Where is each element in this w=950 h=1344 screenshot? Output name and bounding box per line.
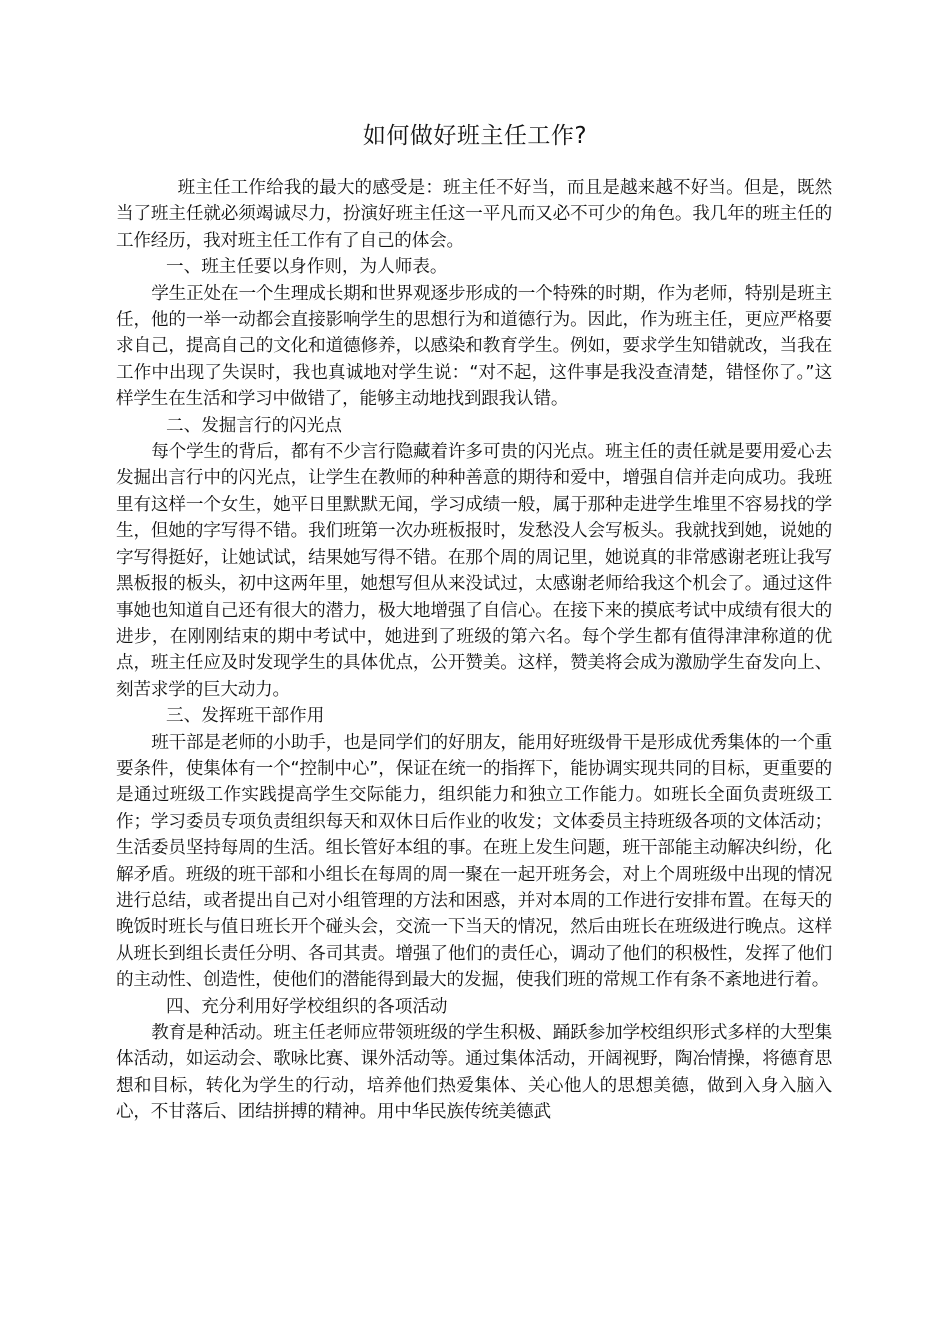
section-paragraph-3: 班干部是老师的小助手，也是同学们的好朋友，能用好班级骨干是形成优秀集体的一个重要条件，使集体有一个“控制中心”，保证在统一的指挥下，能协调实现共同的目标，更重要的是通过班级工作实践提高学生交际能力，组织能力和独立工作能力。如班长全面负责班级工作；学习委员专项负责组织每天和双休日后作业的收发；文体委员主持班级各项的文体活动；生活委员坚持每周的生活。组长管好本组的事。在班上发生问题，班干部能主动解决纠纷，化解矛盾。班级的班干部和小组长在每周的周一聚在一起开班务会，对上个周班级中出现的情况进行总结，或者提出自己对小组管理的方法和困惑，并对本周的工作进行安排布置。在每天的晚饭时班长与值日班长开个碰头会，交流一下当天的情况，然后由班长在班级进行晚点。这样从班长到组长责任分明、各司其责。增强了他们的责任心，调动了他们的积极性，发挥了他们的主动性、创造性，使他们的潜能得到最大的发掘，使我们班的常规工作有条不紊地进行着。 — [116, 732, 832, 991]
section-paragraph-2: 每个学生的背后，都有不少言行隐藏着许多可贵的闪光点。班主任的责任就是要用爱心去发掘出言行中的闪光点，让学生在教师的种种善意的期待和爱中，增强自信并走向成功。我班里有这样一个女生，她平日里默默无闻，学习成绩一般，属于那种走进学生堆里不容易找的学生，但她的字写得不错。我们班第一次办班板报时，发愁没人会写板头。我就找到她，说她的字写得挺好，让她试试，结果她写得不错。在那个周的周记里，她说真的非常感谢老班让我写黑板报的板头，初中这两年里，她想写但从来没试过，太感谢老师给我这个机会了。通过这件事她也知道自己还有很大的潜力，极大地增强了自信心。在接下来的摸底考试中成绩有很大的进步，在刚刚结束的期中考试中，她进到了班级的第六名。每个学生都有值得津津称道的优点，班主任应及时发现学生的具体优点，公开赞美。这样，赞美将会成为激励学生奋发向上、刻苦求学的巨大动力。 — [116, 442, 832, 700]
section-paragraph-1: 学生正处在一个生理成长期和世界观逐步形成的一个特殊的时期，作为老师，特别是班主任，他的一举一动都会直接影响学生的思想行为和道德行为。因此，作为班主任，更应严格要求自己，提高自己的文化和道德修养，以感染和教育学生。例如，要求学生知错就改，当我在工作中出现了失误时，我也真诚地对学生说：“对不起，这件事是我没查清楚，错怪你了。”这样学生在生活和学习中做错了，能够主动地找到跟我认错。 — [116, 283, 832, 410]
section-heading-4: 四、充分利用好学校组织的各项活动 — [166, 996, 448, 1017]
section-paragraph-4: 教育是种活动。班主任老师应带领班级的学生积极、踊跃参加学校组织形式多样的大型集体活动，如运动会、歌咏比赛、课外活动等。通过集体活动，开阔视野，陶冶情操，将德育思想和目标，转化为学生的行动，培养他们热爱集体、关心他人的思想美德，做到入身入脑入心，不甘落后、团结拼搏的精神。用中华民族传统美德武 — [116, 1023, 832, 1123]
section-heading-2: 二、发掘言行的闪光点 — [166, 415, 342, 436]
document-body — [116, 175, 832, 1126]
intro-paragraph: 班主任工作给我的最大的感受是：班主任不好当，而且是越来越不好当。但是，既然当了班主任就必须竭诚尽力，扮演好班主任这一平凡而又必不可少的角色。我几年的班主任的工作经历，我对班主任工作有了自己的体会。 — [116, 178, 832, 251]
section-heading-3: 三、发挥班干部作用 — [166, 706, 325, 727]
section-heading-1: 一、班主任要以身作则，为人师表。 — [166, 257, 448, 278]
document-title: 如何做好班主任工作? — [362, 123, 588, 149]
